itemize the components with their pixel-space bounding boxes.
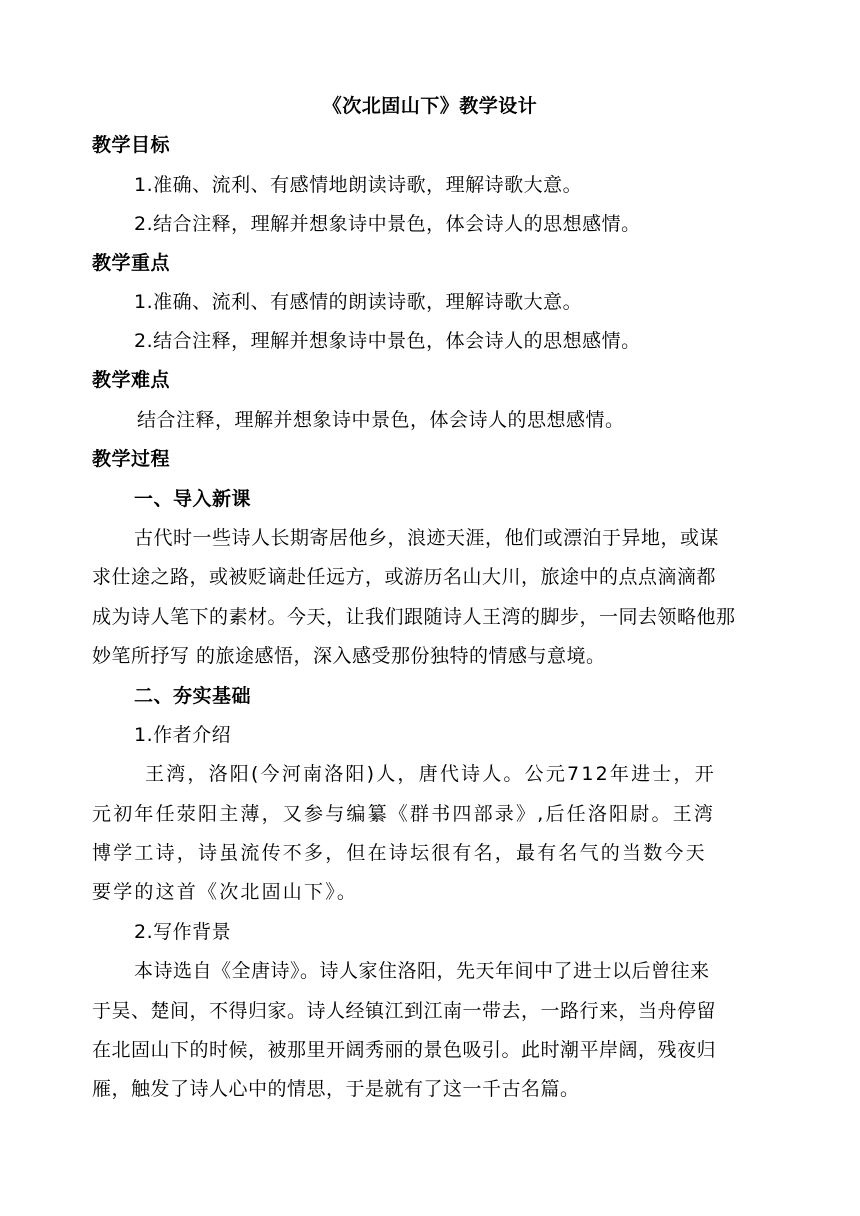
section1-line-2: 求仕途之路，或被贬谪赴任远方，或游历名山大川，旅途中的点点滴滴都 [92,566,717,588]
keypoints-heading: 教学重点 [92,252,171,274]
difficulty-heading: 教学难点 [92,369,171,391]
background-line-2: 于吴、楚间，不得归家。诗人经镇江到江南一带去，一路行来，当舟停留 [92,1000,717,1022]
keypoint-item-2: 2.结合注释，理解并想象诗中景色，体会诗人的思想感情。 [134,330,641,352]
author-line-4: 要学的这首《次北固山下》。 [92,881,359,903]
section1-line-3: 成为诗人笔下的素材。今天，让我们跟随诗人王湾的脚步，一同去领略他那 [92,606,736,628]
section1-line-1: 古代时一些诗人长期寄居他乡，浪迹天涯，他们或漂泊于异地，或谋 [134,527,720,549]
goal-item-2: 2.结合注释，理解并想象诗中景色，体会诗人的思想感情。 [134,213,641,235]
section1-line-4: 妙笔所抒写 的旅途感悟，深入感受那份独特的情感与意境。 [92,645,606,667]
keypoint-item-1: 1.准确、流利、有感情的朗读诗歌，理解诗歌大意。 [134,291,583,313]
section1-heading: 一、导入新课 [134,488,252,510]
difficulty-text: 结合注释，理解并想象诗中景色，体会诗人的思想感情。 [137,409,625,431]
document-title: 《次北固山下》教学设计 [322,95,538,117]
background-line-4: 雁，触发了诗人心中的情思，于是就有了这一千古名篇。 [92,1078,580,1100]
author-line-3: 博学工诗，诗虽流传不多，但在诗坛很有名，最有名气的当数今天 [92,842,707,864]
author-line-1: 王湾，洛阳(今河南洛阳)人，唐代诗人。公元712年进士，开 [145,763,716,785]
author-label: 1.作者介绍 [134,724,232,746]
background-line-3: 在北固山下的时候，被那里开阔秀丽的景色吸引。此时潮平岸阔，残夜归 [92,1039,717,1061]
goals-heading: 教学目标 [92,134,171,156]
background-line-1: 本诗选自《全唐诗》。诗人家住洛阳，先天年间中了进士以后曾往来 [134,960,710,982]
background-label: 2.写作背景 [134,921,232,943]
section2-heading: 二、夯实基础 [134,685,252,707]
goal-item-1: 1.准确、流利、有感情地朗读诗歌，理解诗歌大意。 [134,174,583,196]
process-heading: 教学过程 [92,448,171,470]
author-line-2: 元初年任荥阳主薄，又参与编纂《群书四部录》,后任洛阳尉。王湾 [92,803,716,825]
